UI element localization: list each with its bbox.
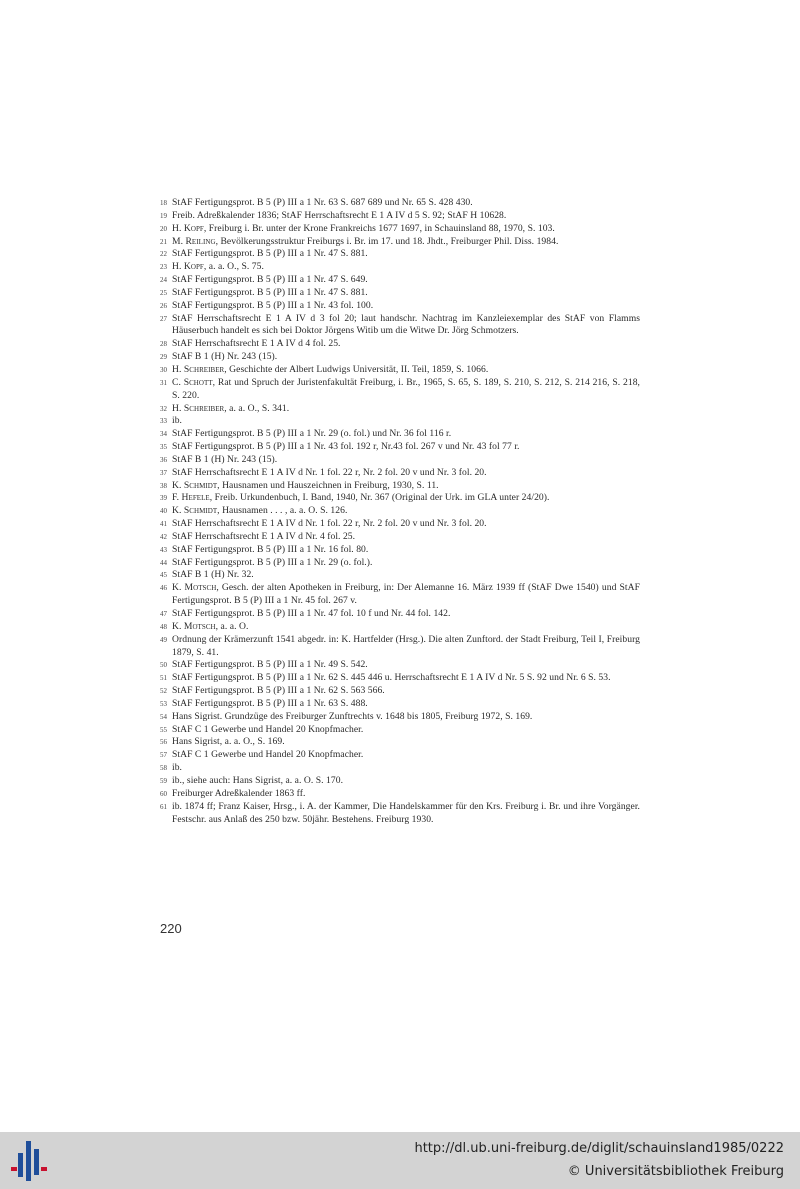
footnote-text: , Freiburg i. Br. unter der Krone Frankreichs 1677 1697, in Schauinsland 88, 1970, S. 103.: [203, 222, 555, 234]
footnote-text: StAF Fertigungsprot. B 5 (P) III a 1 Nr. 63 S. 687 689 und Nr. 65 S. 428 430.: [172, 197, 473, 208]
footnote-48: [160, 621, 640, 634]
footnote-31: [160, 377, 640, 403]
footnote-text: StAF Fertigungsprot. B 5 (P) III a 1 Nr. 43 fol. 100.: [172, 299, 374, 311]
footnote-27: [160, 313, 640, 339]
footnote-number: 36: [160, 455, 168, 464]
footnote-number: 35: [160, 443, 168, 452]
footnote-28: [160, 338, 640, 351]
footnote-text: , Hausnamen und Hauszeichnen in Freiburg, 1930, S. 11.: [217, 479, 439, 491]
footnote-number: 52: [160, 687, 168, 696]
footnote-text: StAF B 1 (H) Nr. 32.: [172, 569, 254, 581]
page-number: 220: [160, 921, 182, 936]
footnote-text: StAF B 1 (H) Nr. 243 (15).: [172, 351, 278, 363]
footnote-text: , Bevölkerungsstruktur Freiburgs i. Br. im 17. und 18. Jhdt., Freiburger Phil. Diss. 1984.: [215, 235, 559, 247]
footnote-number: 57: [160, 751, 168, 760]
footnote-text: Freib. Adreßkalender 1836; StAF Herrschaftsrecht E 1 A IV d 5 S. 92; StAF H 10628.: [172, 209, 507, 221]
footnote-text: StAF Fertigungsprot. B 5 (P) III a 1 Nr. 47 S. 881.: [172, 248, 368, 260]
footnote-number: 29: [160, 353, 168, 362]
footnote-number: 50: [160, 661, 168, 670]
footnote-text: ib.: [172, 415, 183, 427]
footnote-number: 38: [160, 481, 168, 490]
footnote-54: [160, 711, 640, 724]
footnote-text: StAF Fertigungsprot. B 5 (P) III a 1 Nr. 47 S. 881.: [172, 286, 368, 298]
footnote-number: 47: [160, 610, 168, 618]
footnote-number: 42: [160, 532, 168, 541]
footnote-number: 61: [160, 802, 168, 811]
footnote-59: [160, 775, 640, 788]
footnote-text: StAF Herrschaftsrecht E 1 A IV d Nr. 1 fol. 22 r, Nr. 2 fol. 20 v und Nr. 3 fol. 20.: [172, 518, 487, 530]
footnote-number: 28: [160, 340, 168, 349]
footnote-number: 30: [160, 365, 168, 374]
footnote-40: [160, 505, 640, 518]
footnote-21: [160, 236, 640, 249]
footnote-text: , Gesch. der alten Apotheken in Freiburg, in: Der Alemanne 16. März 1939 ff (StAF Dwe 1540) und StAF Fertigungsprot. B 5 (P) III a 1 Nr. 45 fol. 267 v.: [172, 582, 640, 607]
footnote-author: K. Motsch: [172, 582, 217, 594]
footnote-18: [160, 197, 640, 210]
footnote-number: 31: [160, 378, 168, 387]
footnote-text: StAF Fertigungsprot. B 5 (P) III a 1 Nr. 49 S. 542.: [172, 659, 368, 671]
footnote-50: [160, 659, 640, 672]
footnote-number: 49: [160, 635, 168, 644]
footnote-text: Freiburger Adreßkalender 1863 ff.: [172, 787, 306, 799]
footnote-author: H. Kopf: [172, 222, 204, 234]
footnote-53: [160, 698, 640, 711]
footnote-author: K. Schmidt: [172, 479, 218, 491]
footnote-33: [160, 415, 640, 428]
footnote-text: StAF B 1 (H) Nr. 243 (15).: [172, 453, 278, 465]
footnote-author: M. Reiling: [172, 235, 216, 247]
footnote-number: 27: [160, 314, 168, 323]
footnote-45: [160, 569, 640, 582]
footnote-36: [160, 454, 640, 467]
footnote-number: 58: [160, 764, 168, 773]
footnote-number: 48: [160, 622, 168, 631]
footnote-number: 55: [160, 725, 168, 734]
footnote-text: StAF Herrschaftsrecht E 1 A IV d 4 fol. 25.: [172, 338, 341, 350]
footnote-text: StAF Fertigungsprot. B 5 (P) III a 1 Nr. 47 fol. 10 f und Nr. 44 fol. 142.: [172, 608, 451, 619]
footnote-author: F. Hefele: [172, 492, 210, 504]
footnote-41: [160, 518, 640, 531]
footnote-number: 33: [160, 417, 168, 426]
footnote-number: 56: [160, 738, 168, 747]
footnote-text: StAF C 1 Gewerbe und Handel 20 Knopfmacher.: [172, 749, 364, 761]
footnote-number: 20: [160, 224, 168, 233]
footnote-24: [160, 274, 640, 287]
footnote-number: 41: [160, 520, 168, 529]
footnote-43: [160, 544, 640, 557]
footnote-number: 51: [160, 674, 168, 683]
footnote-42: [160, 531, 640, 544]
footnote-number: 32: [160, 404, 168, 413]
footnote-number: 40: [160, 507, 168, 516]
footnote-text: StAF Fertigungsprot. B 5 (P) III a 1 Nr. 47 S. 649.: [172, 274, 368, 286]
footnote-author: K. Schmidt: [172, 505, 218, 517]
footnote-25: [160, 287, 640, 300]
footnote-text: StAF Fertigungsprot. B 5 (P) III a 1 Nr. 62 S. 445 446 u. Herrschaftsrecht E 1 A IV d Nr. 5 S. 92 und Nr. 6 S. 53.: [172, 672, 611, 684]
footnote-text: ib. 1874 ff; Franz Kaiser, Hrsg., i. A. der Kammer, Die Handelskammer für den Krs. Freiburg i. Br. und ihre Vorgänger. Festschr. aus Anlaß des 250 bzw. 50jähr. Bestehens. Freiburg 1930.: [172, 800, 640, 825]
footnote-26: [160, 300, 640, 313]
footnote-23: [160, 261, 640, 274]
footnote-number: 23: [160, 263, 168, 272]
footnote-49: [160, 634, 640, 660]
footnote-text: , Freib. Urkundenbuch, I. Band, 1940, Nr. 367 (Original der Urk. im GLA unter 24/20).: [209, 492, 550, 504]
footnote-text: StAF Fertigungsprot. B 5 (P) III a 1 Nr. 63 S. 488.: [172, 697, 368, 709]
footnote-number: 34: [160, 430, 168, 439]
footnote-text: Hans Sigrist. Grundzüge des Freiburger Zunftrechts v. 1648 bis 1805, Freiburg 1972, S. 169.: [172, 710, 533, 722]
footnote-number: 18: [160, 199, 168, 207]
footnote-author: K. Motsch: [172, 620, 216, 632]
footnote-text: StAF C 1 Gewerbe und Handel 20 Knopfmacher.: [172, 723, 364, 735]
footnote-20: [160, 223, 640, 236]
footnote-author: H. Kopf: [172, 261, 204, 273]
footnote-number: 26: [160, 301, 168, 310]
footnote-text: StAF Fertigungsprot. B 5 (P) III a 1 Nr. 29 (o. fol.).: [172, 556, 373, 568]
footnote-text: , Hausnamen . . . , a. a. O. S. 126.: [217, 505, 348, 517]
footnote-51: [160, 672, 640, 685]
footnote-number: 44: [160, 558, 168, 567]
footnote-author: H. Schreiber: [172, 402, 225, 414]
footnote-number: 43: [160, 545, 168, 554]
footnote-number: 59: [160, 776, 168, 785]
footnote-35: [160, 441, 640, 454]
footnote-number: 46: [160, 584, 168, 593]
footnote-text: ib.: [172, 762, 183, 774]
footnote-number: 53: [160, 699, 168, 708]
footnote-44: [160, 557, 640, 570]
footnote-text: StAF Herrschaftsrecht E 1 A IV d Nr. 4 fol. 25.: [172, 530, 356, 542]
footnote-text: Ordnung der Krämerzunft 1541 abgedr. in: K. Hartfelder (Hrsg.). Die alten Zunftord. der Stadt Freiburg, Teil I, Freiburg 1879, S. 41.: [172, 633, 640, 658]
footnote-52: [160, 685, 640, 698]
footnote-38: [160, 480, 640, 493]
library-logo-icon: [10, 1139, 52, 1183]
footnote-22: [160, 248, 640, 261]
footnote-text: Hans Sigrist, a. a. O., S. 169.: [172, 736, 285, 748]
footnote-56: [160, 736, 640, 749]
footnote-number: 21: [160, 237, 168, 246]
footnote-text: , a. a. O.: [215, 620, 249, 632]
footnote-text: StAF Fertigungsprot. B 5 (P) III a 1 Nr. 43 fol. 192 r, Nr.43 fol. 267 v und Nr. 43 fol 77 r.: [172, 441, 520, 453]
footnote-text: , Geschichte der Albert Ludwigs Universität, II. Teil, 1859, S. 1066.: [224, 363, 489, 375]
footer-bar: [0, 1132, 800, 1189]
footnote-37: [160, 467, 640, 480]
footnote-text: StAF Fertigungsprot. B 5 (P) III a 1 Nr. 62 S. 563 566.: [172, 685, 385, 697]
footnote-author: C. Schott: [172, 376, 213, 388]
footnote-author: H. Schreiber: [172, 363, 225, 375]
footnote-text: StAF Fertigungsprot. B 5 (P) III a 1 Nr. 29 (o. fol.) und Nr. 36 fol 116 r.: [172, 428, 452, 440]
footnote-number: 19: [160, 211, 168, 220]
footnote-19: [160, 210, 640, 223]
footnote-47: [160, 608, 640, 621]
footnote-29: [160, 351, 640, 364]
footnote-number: 37: [160, 468, 168, 477]
footnote-61: [160, 801, 640, 827]
footnote-55: [160, 724, 640, 737]
footer-url-link[interactable]: http://dl.ub.uni-freiburg.de/diglit/schauinsland1985/0222: [414, 1141, 784, 1156]
footnote-60: [160, 788, 640, 801]
footnote-number: 22: [160, 250, 168, 259]
footnote-text: StAF Fertigungsprot. B 5 (P) III a 1 Nr. 16 fol. 80.: [172, 543, 369, 555]
footnote-number: 60: [160, 789, 168, 798]
footnote-text: , Rat und Spruch der Juristenfakultät Freiburg, i. Br., 1965, S. 65, S. 189, S. 210, S. 212, S. 214 216, S. 218, S. 220.: [172, 376, 641, 401]
footnote-text: ib., siehe auch: Hans Sigrist, a. a. O. S. 170.: [172, 774, 344, 786]
footnote-58: [160, 762, 640, 775]
footnote-57: [160, 749, 640, 762]
footnote-text: StAF Herrschaftsrecht E 1 A IV d 3 fol 20; laut handschr. Nachtrag im Kanzleiexemplar des StAF von Flamms Häuserbuch handelt es sich bei Doktor Jörgens Witib um die Witwe Dr. Jörg Schmotzers.: [172, 312, 640, 337]
footer-copyright: © Universitätsbibliothek Freiburg: [567, 1164, 784, 1179]
footnote-34: [160, 428, 640, 441]
footnote-39: [160, 492, 640, 505]
footnote-text: , a. a. O., S. 75.: [203, 261, 264, 273]
footnote-30: [160, 364, 640, 377]
footnote-number: 54: [160, 712, 168, 721]
footnote-text: , a. a. O., S. 341.: [224, 402, 290, 414]
footnote-32: [160, 403, 640, 416]
footnote-number: 24: [160, 276, 168, 285]
footnote-text: StAF Herrschaftsrecht E 1 A IV d Nr. 1 fol. 22 r, Nr. 2 fol. 20 v und Nr. 3 fol. 20.: [172, 466, 487, 478]
footnote-46: [160, 582, 640, 608]
footnote-number: 25: [160, 288, 168, 297]
footnote-number: 45: [160, 571, 168, 580]
footnote-number: 39: [160, 494, 168, 503]
footnotes-list: [160, 197, 640, 826]
